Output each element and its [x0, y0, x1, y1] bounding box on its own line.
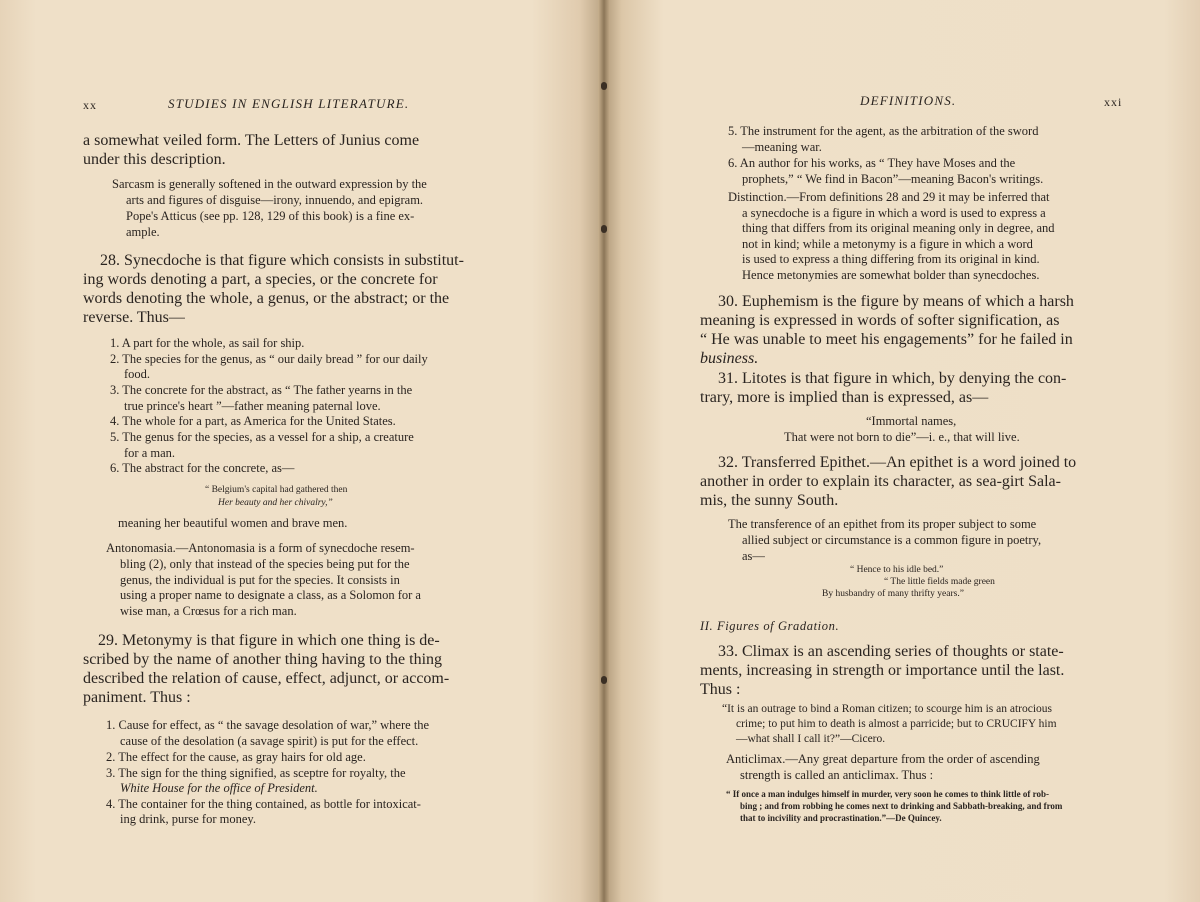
euphemism-definition-line: “ He was unable to meet his engagements” for he failed in [700, 331, 1073, 348]
section-heading: II. Figures of Gradation. [700, 619, 840, 633]
left-running-head: STUDIES IN ENGLISH LITERATURE. [168, 96, 410, 111]
continued-item: prophets,” “ We find in Bacon”—meaning Bacon's writings. [742, 172, 1044, 186]
meaning-line: meaning her beautiful women and brave men. [118, 516, 348, 530]
cicero-quote-line: crime; to put him to death is almost a parricide; but to CRUCIFY him [736, 718, 1057, 730]
metonymy-definition-line: paniment. Thus : [83, 689, 191, 706]
epithet-quote-line: “ Hence to his idle bed.” [850, 565, 944, 575]
distinction-line: Distinction.—From definitions 28 and 29 it may be inferred that [728, 190, 1050, 204]
climax-definition-line: 33. Climax is an ascending series of thoughts or state- [718, 643, 1064, 660]
right-running-head: DEFINITIONS. [860, 93, 957, 108]
continued-item: 5. The instrument for the agent, as the arbitration of the sword [728, 124, 1039, 138]
epithet-definition-line: another in order to explain its character, as sea-girt Sala- [700, 473, 1061, 490]
binding-thread-dot [601, 82, 607, 90]
epithet-note-line: The transference of an epithet from its proper subject to some [728, 517, 1037, 531]
right-page-number: xxi [1104, 95, 1123, 109]
synecdoche-definition-line: 28. Synecdoche is that figure which consists in substitut- [100, 252, 464, 269]
cicero-quote-line: “It is an outrage to bind a Roman citizen; to scourge him is an atrocious [722, 703, 1053, 715]
intro-line: under this description. [83, 151, 226, 168]
antonomasia-line: using a proper name to designate a class, as a Solomon for a [120, 588, 421, 602]
continued-item: —meaning war. [742, 140, 822, 154]
antonomasia-line: wise man, a Crœsus for a rich man. [120, 604, 297, 618]
synecdoche-definition-line: words denoting the whole, a genus, or the abstract; or the [83, 290, 450, 307]
quincey-quote-line: that to incivility and procrastination.”—De Quincey. [740, 813, 942, 823]
metonymy-item: ing drink, purse for money. [120, 812, 256, 826]
sarcasm-note-line: Sarcasm is generally softened in the outward expression by the [112, 177, 427, 191]
litotes-quote-line: That were not born to die”—i. e., that will live. [784, 430, 1020, 444]
sarcasm-note-line: arts and figures of disguise—irony, innuendo, and epigram. [126, 193, 424, 207]
epithet-definition-line: mis, the sunny South. [700, 492, 839, 509]
quincey-quote-line: “ If once a man indulges himself in murder, very soon he comes to think little of rob- [726, 789, 1049, 799]
synecdoche-item: 3. The concrete for the abstract, as “ The father yearns in the [110, 383, 413, 397]
metonymy-definition-line: scribed by the name of another thing having to the thing [83, 651, 443, 668]
distinction-line: thing that differs from its original meaning only in degree, and [742, 221, 1055, 235]
synecdoche-item: 4. The whole for a part, as America for the United States. [110, 414, 396, 428]
belgium-quote-line: “ Belgium's capital had gathered then [205, 485, 348, 495]
antonomasia-line: Antonomasia.—Antonomasia is a form of synecdoche resem- [106, 541, 415, 555]
metonymy-item: 2. The effect for the cause, as gray hairs for old age. [106, 750, 366, 764]
epithet-definition-line: 32. Transferred Epithet.—An epithet is a word joined to [718, 454, 1077, 471]
epithet-note-line: allied subject or circumstance is a common figure in poetry, [742, 533, 1042, 547]
synecdoche-definition-line: reverse. Thus— [83, 309, 185, 326]
metonymy-definition-line: described the relation of cause, effect, adjunct, or accom- [83, 670, 450, 687]
distinction-line: is used to express a thing differing from its original in kind. [742, 252, 1040, 266]
intro-line: a somewhat veiled form. The Letters of Junius come [83, 132, 420, 149]
synecdoche-item: 1. A part for the whole, as sail for ship. [110, 336, 305, 350]
left-page-number: xx [83, 98, 97, 112]
book-gutter [598, 0, 610, 902]
climax-definition-line: Thus : [700, 681, 741, 698]
climax-definition-line: ments, increasing in strength or importance until the last. [700, 662, 1065, 679]
right-page [604, 0, 1200, 902]
binding-thread-dot [601, 225, 607, 233]
litotes-definition-line: 31. Litotes is that figure in which, by denying the con- [718, 370, 1067, 387]
sarcasm-note-line: ample. [126, 225, 160, 239]
distinction-line: not in kind; while a metonymy is a figure in which a word [742, 237, 1033, 251]
synecdoche-item: 6. The abstract for the concrete, as— [110, 461, 295, 475]
epithet-quote-line: “ The little fields made green [884, 577, 995, 587]
euphemism-definition-line: meaning is expressed in words of softer signification, as [700, 312, 1060, 329]
euphemism-definition-line: 30. Euphemism is the figure by means of which a harsh [718, 293, 1074, 310]
litotes-definition-line: trary, more is implied than is expressed, as— [700, 389, 989, 406]
metonymy-item: 4. The container for the thing contained, as bottle for intoxicat- [106, 797, 421, 811]
distinction-line: a synecdoche is a figure in which a word is used to express a [742, 206, 1046, 220]
epithet-quote-line: By husbandry of many thrifty years.” [822, 589, 964, 599]
continued-item: 6. An author for his works, as “ They have Moses and the [728, 156, 1016, 170]
metonymy-item: 3. The sign for the thing signified, as sceptre for royalty, the [106, 766, 406, 780]
cicero-quote-line: —what shall I call it?”—Cicero. [736, 733, 886, 745]
synecdoche-item: food. [124, 367, 151, 381]
sarcasm-note-line: Pope's Atticus (see pp. 128, 129 of this book) is a fine ex- [126, 209, 415, 223]
synecdoche-item: 5. The genus for the species, as a vessel for a ship, a creature [110, 430, 414, 444]
distinction-line: Hence metonymies are somewhat bolder than synecdoches. [742, 268, 1040, 282]
synecdoche-definition-line: ing words denoting a part, a species, or the concrete for [83, 271, 438, 288]
metonymy-item: cause of the desolation (a savage spirit) is put for the effect. [120, 734, 419, 748]
antonomasia-line: genus, the individual is put for the species. It consists in [120, 573, 400, 587]
binding-thread-dot [601, 676, 607, 684]
epithet-note-line: as— [742, 549, 765, 563]
metonymy-item: White House for the office of President. [120, 781, 318, 795]
antonomasia-line: bling (2), only that instead of the species being put for the [120, 557, 410, 571]
synecdoche-item: true prince's heart ”—father meaning paternal love. [124, 399, 381, 413]
metonymy-definition-line: 29. Metonymy is that figure in which one thing is de- [98, 632, 440, 649]
metonymy-item: 1. Cause for effect, as “ the savage desolation of war,” where the [106, 718, 430, 732]
belgium-quote-line: Her beauty and her chivalry,” [218, 498, 333, 508]
euphemism-definition-line: business. [700, 350, 759, 367]
anticlimax-line: strength is called an anticlimax. Thus : [740, 768, 934, 782]
litotes-quote-line: “Immortal names, [866, 414, 957, 428]
quincey-quote-line: bing ; and from robbing he comes next to drinking and Sabbath-breaking, and from [740, 801, 1063, 811]
synecdoche-item: 2. The species for the genus, as “ our daily bread ” for our daily [110, 352, 428, 366]
synecdoche-item: for a man. [124, 446, 176, 460]
anticlimax-line: Anticlimax.—Any great departure from the order of ascending [726, 752, 1040, 766]
